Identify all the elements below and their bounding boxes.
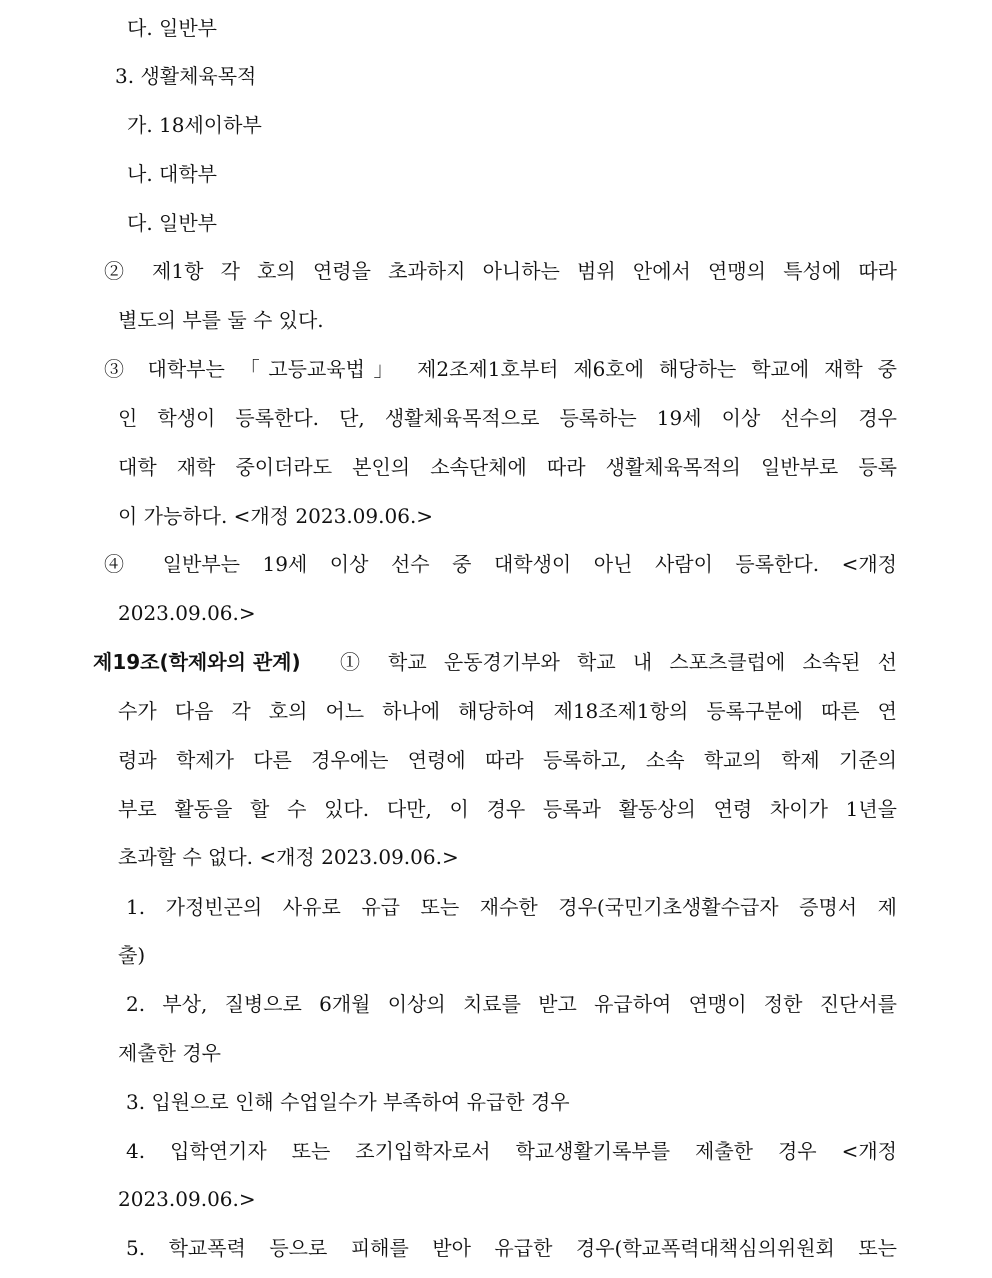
paragraph-line: 수가 다음 각 호의 어느 하나에 해당하여 제18조제1항의 등록구분에 따른 연 <box>118 699 897 723</box>
paragraph-line: 부로 활동을 할 수 있다. 다만, 이 경우 등록과 활동상의 연령 차이가 1년을 <box>118 797 897 821</box>
list-item: 3. 생활체육목적 <box>115 64 257 88</box>
paragraph-line: ① 학교 운동경기부와 학교 내 스포츠클럽에 소속된 선 <box>340 650 897 674</box>
paragraph-line: ④ 일반부는 19세 이상 선수 중 대학생이 아닌 사람이 등록한다. <개정 <box>104 552 897 576</box>
list-item: 출) <box>118 943 146 967</box>
paragraph-line: 대학 재학 중이더라도 본인의 소속단체에 따라 생활체육목적의 일반부로 등록 <box>118 455 897 479</box>
list-item: 3. 입원으로 인해 수업일수가 부족하여 유급한 경우 <box>126 1090 570 1114</box>
list-item: 2. 부상, 질병으로 6개월 이상의 치료를 받고 유급하여 연맹이 정한 진단서를 <box>126 992 897 1016</box>
paragraph-line: 령과 학제가 다른 경우에는 연령에 따라 등록하고, 소속 학교의 학제 기준의 <box>118 748 897 772</box>
list-item: 나. 대학부 <box>127 162 217 186</box>
paragraph-line: 초과할 수 없다. <개정 2023.09.06.> <box>118 845 459 869</box>
paragraph-line: ③ 대학부는 「고등교육법」 제2조제1호부터 제6호에 해당하는 학교에 재학 중 <box>104 357 897 381</box>
list-item: 가. 18세이하부 <box>127 113 262 137</box>
list-item: 2023.09.06.> <box>118 1187 256 1211</box>
list-item: 다. 일반부 <box>127 211 217 235</box>
list-item: 제출한 경우 <box>118 1041 221 1065</box>
list-item: 1. 가정빈곤의 사유로 유급 또는 재수한 경우(국민기초생활수급자 증명서 제 <box>126 895 897 919</box>
list-item: 4. 입학연기자 또는 조기입학자로서 학교생활기록부를 제출한 경우 <개정 <box>126 1139 897 1163</box>
paragraph-line: 인 학생이 등록한다. 단, 생활체육목적으로 등록하는 19세 이상 선수의 경우 <box>118 406 897 430</box>
paragraph-line: ② 제1항 각 호의 연령을 초과하지 아니하는 범위 안에서 연맹의 특성에 따라 <box>104 259 897 283</box>
article-heading: 제19조(학제와의 관계) <box>93 650 301 674</box>
list-item: 다. 일반부 <box>127 16 217 40</box>
paragraph-line: 이 가능하다. <개정 2023.09.06.> <box>118 504 434 528</box>
paragraph-line: 별도의 부를 둘 수 있다. <box>118 308 324 332</box>
paragraph-line: 2023.09.06.> <box>118 601 256 625</box>
list-item: 5. 학교폭력 등으로 피해를 받아 유급한 경우(학교폭력대책심의위원회 또는 <box>126 1236 897 1260</box>
